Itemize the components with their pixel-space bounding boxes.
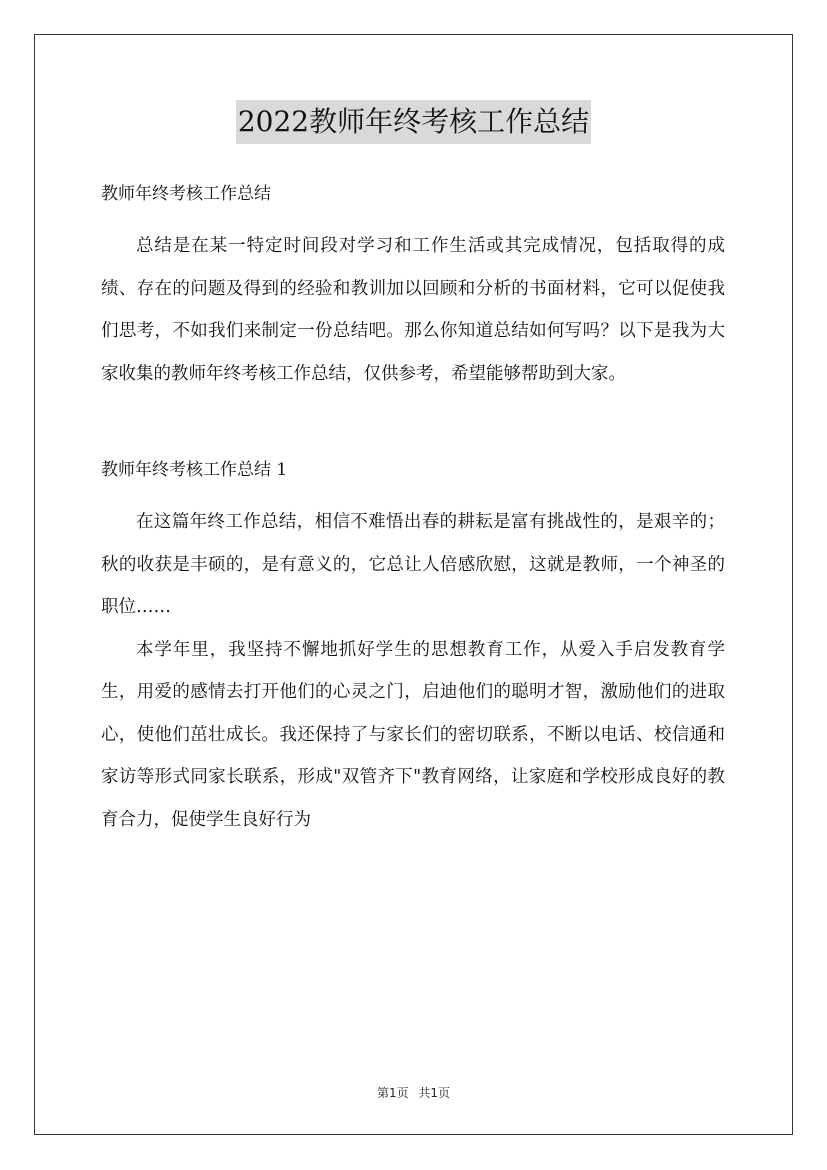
title-container [0, 100, 827, 144]
page-total: 共1页 [418, 1086, 451, 1100]
document-title: 2022教师年终考核工作总结 [236, 100, 591, 144]
section1-heading: 教师年终考核工作总结 1 [101, 460, 288, 480]
document-body [101, 175, 725, 841]
section1-paragraph-2: 本学年里，我坚持不懈地抓好学生的思想教育工作，从爱入手启发教育学生，用爱的感情去打开他们的心灵之门，启迪他们的聪明才智，激励他们的进取心，使他们茁壮成长。我还保持了与家长们的密切联系，不断以电话、校信通和家访等形式同家长联系，形成"双管齐下"教育网络，让家庭和学校形成良好的教育合力，促使学生良好行为 [101, 639, 725, 830]
section1-paragraph-1: 在这篇年终工作总结，相信不难悟出春的耕耘是富有挑战性的，是艰辛的；秋的收获是丰硕的，是有意义的，它总让人倍感欣慰，这就是教师，一个神圣的职位…… [101, 512, 725, 617]
intro-paragraph: 总结是在某一特定时间段对学习和工作生活或其完成情况，包括取得的成绩、存在的问题及得到的经验和教训加以回顾和分析的书面材料，它可以促使我们思考，不如我们来制定一份总结吧。那么你知道总结如何写吗？以下是我为大家收集的教师年终考核工作总结，仅供参考，希望能够帮助到大家。 [101, 236, 725, 384]
page-footer [0, 1084, 827, 1101]
intro-heading: 教师年终考核工作总结 [101, 184, 271, 204]
page-number: 第1页 [376, 1086, 409, 1100]
